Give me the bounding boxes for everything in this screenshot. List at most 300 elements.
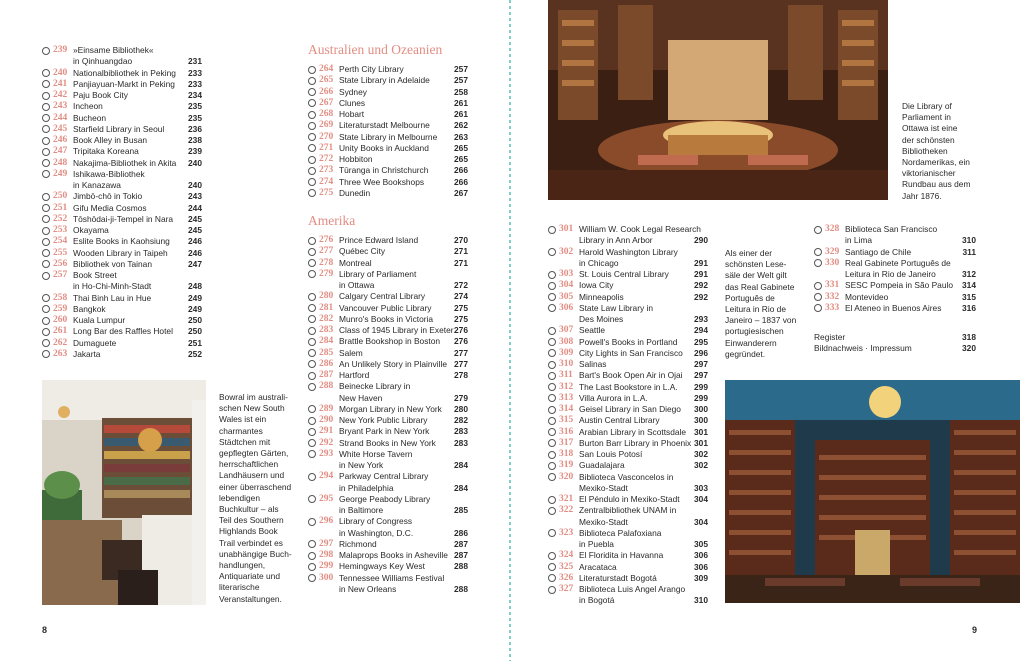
caption-line: Jahr 1876. xyxy=(902,190,942,201)
entry-number: 242 xyxy=(53,90,68,100)
caption-line: Veranstaltungen. xyxy=(219,593,282,604)
checkbox-circle-icon[interactable] xyxy=(42,193,50,201)
entry-number: 271 xyxy=(319,142,334,153)
toc-entry[interactable] xyxy=(42,236,202,247)
section-title-america: Amerika xyxy=(308,213,356,228)
toc-entry[interactable] xyxy=(42,191,202,202)
entry-title-line: Vancouver Public Library xyxy=(339,302,432,313)
toc-entry[interactable] xyxy=(548,438,708,449)
register-entry[interactable]: Register 318 xyxy=(814,332,976,342)
toc-entry[interactable] xyxy=(42,248,202,259)
checkbox-circle-icon[interactable] xyxy=(308,360,316,368)
entry-page-number: 236 xyxy=(188,123,202,134)
checkbox-circle-icon[interactable] xyxy=(548,226,556,234)
entry-title-line: Villa Aurora in L.A. xyxy=(579,392,648,403)
entry-page-number: 277 xyxy=(454,347,468,358)
toc-entry[interactable] xyxy=(308,539,468,550)
toc-entry[interactable] xyxy=(814,247,976,258)
entry-number: 270 xyxy=(319,131,334,142)
toc-entry[interactable] xyxy=(308,348,468,359)
checkbox-circle-icon[interactable] xyxy=(308,473,316,481)
entry-title-line: Thai Binh Lau in Hue xyxy=(73,292,152,303)
toc-entry[interactable] xyxy=(308,120,468,131)
caption-line: gepflegten Gärten, xyxy=(219,448,289,459)
toc-entry[interactable] xyxy=(42,259,202,270)
toc-entry[interactable] xyxy=(548,427,708,438)
toc-entry[interactable] xyxy=(308,258,468,269)
entry-title-line: Hobart xyxy=(339,109,365,119)
toc-entry[interactable] xyxy=(42,135,202,146)
entry-title-line: Brattle Bookshop in Boston xyxy=(339,336,441,347)
entry-page-number: 310 xyxy=(962,235,976,246)
entry-page-number: 282 xyxy=(454,415,468,425)
entry-title-line: Iowa City xyxy=(579,280,614,291)
toc-entry[interactable] xyxy=(42,146,202,157)
toc-entry[interactable] xyxy=(548,303,708,326)
toc-entry[interactable] xyxy=(308,154,468,165)
entry-number: 272 xyxy=(319,154,334,164)
toc-entry[interactable] xyxy=(308,550,468,561)
checkbox-circle-icon[interactable] xyxy=(814,282,822,290)
entry-title-line: in Qinhuangdao xyxy=(73,56,133,67)
toc-entry[interactable] xyxy=(308,165,468,176)
entry-title-line: Richmond xyxy=(339,538,377,549)
toc-entry[interactable] xyxy=(42,101,202,112)
entry-number: 327 xyxy=(559,584,574,594)
toc-entry[interactable] xyxy=(548,359,708,370)
entry-page-number: 275 xyxy=(454,313,468,324)
entry-number: 274 xyxy=(319,176,334,187)
toc-entry[interactable] xyxy=(42,225,202,236)
entry-number: 306 xyxy=(559,302,574,313)
toc-entry[interactable] xyxy=(308,573,468,596)
toc-entry[interactable] xyxy=(308,415,468,426)
entry-title-line: San Louis Potosí xyxy=(579,449,643,459)
checkbox-circle-icon[interactable] xyxy=(548,462,556,470)
checkbox-circle-icon[interactable] xyxy=(42,238,50,246)
toc-entry[interactable] xyxy=(308,235,468,246)
toc-entry[interactable] xyxy=(308,561,468,572)
checkbox-circle-icon[interactable] xyxy=(308,144,316,152)
checkbox-circle-icon[interactable] xyxy=(548,586,556,594)
checkbox-circle-icon[interactable] xyxy=(308,189,316,197)
credits-entry[interactable]: Bildnachweis · Impressum 320 xyxy=(814,343,976,354)
checkbox-circle-icon[interactable] xyxy=(308,259,316,267)
toc-entry[interactable] xyxy=(308,325,468,336)
checkbox-circle-icon[interactable] xyxy=(42,249,50,257)
toc-entry[interactable] xyxy=(548,269,708,280)
entry-number: 295 xyxy=(319,493,334,504)
checkbox-circle-icon[interactable] xyxy=(308,66,316,74)
entry-page-number: 266 xyxy=(454,165,468,176)
toc-entry[interactable] xyxy=(42,326,202,337)
entry-title-line: George Peabody Library xyxy=(339,493,431,504)
checkbox-circle-icon[interactable] xyxy=(42,260,50,268)
checkbox-circle-icon[interactable] xyxy=(308,293,316,301)
toc-entry[interactable] xyxy=(308,143,468,154)
checkbox-circle-icon[interactable] xyxy=(308,237,316,245)
entry-number: 315 xyxy=(559,415,574,426)
entry-page-number: 306 xyxy=(694,561,708,572)
checkbox-circle-icon[interactable] xyxy=(308,133,316,141)
checkbox-circle-icon[interactable] xyxy=(308,178,316,186)
checkbox-circle-icon[interactable] xyxy=(42,125,50,133)
toc-entry[interactable] xyxy=(308,314,468,325)
toc-entry[interactable] xyxy=(42,158,202,169)
checkbox-circle-icon[interactable] xyxy=(308,248,316,256)
entry-page-number: 294 xyxy=(694,325,708,336)
checkbox-circle-icon[interactable] xyxy=(42,204,50,212)
caption-line: portugiesischen xyxy=(725,326,784,337)
entry-page-number: 250 xyxy=(188,326,202,337)
entry-title-line: Dumaguete xyxy=(73,337,117,348)
entry-page-number: 288 xyxy=(454,583,468,594)
right-page xyxy=(511,0,1020,661)
toc-entry[interactable] xyxy=(548,325,708,336)
toc-entry[interactable] xyxy=(814,224,976,247)
entry-title-line: Bryant Park in New York xyxy=(339,426,430,437)
checkbox-circle-icon[interactable] xyxy=(308,111,316,119)
entry-page-number: 306 xyxy=(694,550,708,561)
checkbox-circle-icon[interactable] xyxy=(308,99,316,107)
toc-entry[interactable] xyxy=(548,247,708,270)
entry-number: 291 xyxy=(319,426,334,437)
entry-page-number: 274 xyxy=(454,291,468,302)
checkbox-circle-icon[interactable] xyxy=(548,327,556,335)
entry-number: 283 xyxy=(319,325,334,335)
checkbox-circle-icon[interactable] xyxy=(548,417,556,425)
toc-entry[interactable] xyxy=(42,270,202,293)
toc-entry[interactable] xyxy=(548,370,708,381)
entry-page-number: 258 xyxy=(454,86,468,97)
checkbox-circle-icon[interactable] xyxy=(308,349,316,357)
entry-number: 331 xyxy=(825,280,840,291)
toc-entry[interactable] xyxy=(308,426,468,437)
entry-number: 329 xyxy=(825,246,840,257)
entry-title-line: Unity Books in Auckland xyxy=(339,142,429,153)
toc-entry[interactable] xyxy=(308,404,468,415)
checkbox-circle-icon[interactable] xyxy=(548,406,556,414)
entry-page-number: 288 xyxy=(454,561,468,572)
entry-page-number: 311 xyxy=(962,246,976,257)
caption-line: säle der Welt gilt xyxy=(725,270,787,281)
checkbox-circle-icon[interactable] xyxy=(814,248,822,256)
entry-page-number: 297 xyxy=(694,359,708,369)
caption-line: gegründet. xyxy=(725,348,766,359)
entry-title-line: St. Louis Central Library xyxy=(579,269,669,279)
checkbox-circle-icon[interactable] xyxy=(548,383,556,391)
checkbox-circle-icon[interactable] xyxy=(308,439,316,447)
entry-number: 308 xyxy=(559,336,574,347)
toc-entry[interactable] xyxy=(42,304,202,315)
checkbox-circle-icon[interactable] xyxy=(548,271,556,279)
toc-entry[interactable] xyxy=(42,124,202,135)
checkbox-circle-icon[interactable] xyxy=(308,417,316,425)
caption-line: Buchkultur – als xyxy=(219,504,279,515)
entry-title-line: Burton Barr Library in Phoenix xyxy=(579,437,692,448)
entry-page-number: 299 xyxy=(694,392,708,403)
toc-entry[interactable] xyxy=(548,404,708,415)
checkbox-circle-icon[interactable] xyxy=(42,305,50,313)
toc-entry[interactable] xyxy=(548,449,708,460)
checkbox-circle-icon[interactable] xyxy=(548,394,556,402)
checkbox-circle-icon[interactable] xyxy=(308,552,316,560)
toc-entry[interactable] xyxy=(42,79,202,90)
toc-entry[interactable] xyxy=(308,109,468,120)
entry-page-number: 292 xyxy=(694,280,708,291)
toc-entry[interactable] xyxy=(308,471,468,494)
caption-line: Als einer der xyxy=(725,248,773,258)
checkbox-circle-icon[interactable] xyxy=(42,350,50,358)
toc-entry[interactable] xyxy=(42,349,202,360)
toc-entry[interactable] xyxy=(308,87,468,98)
toc-entry[interactable] xyxy=(308,64,468,75)
entry-number: 298 xyxy=(319,550,334,560)
entry-number: 294 xyxy=(319,471,334,482)
toc-entry[interactable] xyxy=(42,293,202,304)
checkbox-circle-icon[interactable] xyxy=(308,495,316,503)
toc-entry[interactable] xyxy=(814,292,976,303)
entry-title-line: Santiago de Chile xyxy=(845,246,912,257)
toc-entry[interactable] xyxy=(814,258,976,281)
checkbox-circle-icon[interactable] xyxy=(308,338,316,346)
toc-entry[interactable] xyxy=(548,348,708,359)
toc-entry[interactable] xyxy=(548,382,708,393)
toc-entry[interactable] xyxy=(548,472,708,495)
toc-entry[interactable] xyxy=(548,292,708,303)
toc-entry[interactable] xyxy=(548,337,708,348)
toc-entry[interactable] xyxy=(308,269,468,292)
checkbox-circle-icon[interactable] xyxy=(308,574,316,582)
checkbox-circle-icon[interactable] xyxy=(42,339,50,347)
toc-entry[interactable] xyxy=(814,303,976,314)
entry-page-number: 263 xyxy=(454,131,468,142)
toc-entry[interactable] xyxy=(308,336,468,347)
entry-title-line: Bangkok xyxy=(73,303,106,314)
entry-number: 302 xyxy=(559,246,574,257)
entry-page-number: 276 xyxy=(454,325,468,335)
entry-number: 278 xyxy=(319,257,334,268)
checkbox-circle-icon[interactable] xyxy=(308,383,316,391)
checkbox-circle-icon[interactable] xyxy=(548,473,556,481)
toc-entry[interactable] xyxy=(308,449,468,472)
entry-title-line: in Chicago xyxy=(579,257,619,268)
entry-number: 325 xyxy=(559,561,574,572)
toc-entry[interactable] xyxy=(548,505,708,528)
checkbox-circle-icon[interactable] xyxy=(42,114,50,122)
checkbox-circle-icon[interactable] xyxy=(814,259,822,267)
entry-number: 324 xyxy=(559,550,574,561)
checkbox-circle-icon[interactable] xyxy=(42,317,50,325)
checkbox-circle-icon[interactable] xyxy=(548,428,556,436)
toc-entry[interactable] xyxy=(548,550,708,561)
toc-entry[interactable] xyxy=(308,291,468,302)
checkbox-circle-icon[interactable] xyxy=(42,148,50,156)
entry-page-number: 300 xyxy=(694,415,708,426)
toc-entry[interactable] xyxy=(548,224,708,247)
entry-title-line: Québec City xyxy=(339,246,386,257)
checkbox-circle-icon[interactable] xyxy=(42,215,50,223)
checkbox-circle-icon[interactable] xyxy=(42,137,50,145)
toc-entry[interactable] xyxy=(308,177,468,188)
checkbox-circle-icon[interactable] xyxy=(548,361,556,369)
entry-page-number: 316 xyxy=(962,302,976,313)
checkbox-circle-icon[interactable] xyxy=(308,156,316,164)
toc-entry[interactable] xyxy=(548,562,708,573)
toc-entry[interactable] xyxy=(308,75,468,86)
checkbox-circle-icon[interactable] xyxy=(548,574,556,582)
toc-entry[interactable] xyxy=(308,303,468,314)
toc-entry[interactable] xyxy=(308,516,468,539)
caption-line: Wales ist ein xyxy=(219,414,267,425)
entry-number: 333 xyxy=(825,302,840,313)
toc-column-australia-america xyxy=(308,42,468,595)
entry-number: 320 xyxy=(559,471,574,482)
entry-page-number: 266 xyxy=(454,176,468,187)
checkbox-circle-icon[interactable] xyxy=(548,293,556,301)
checkbox-circle-icon[interactable] xyxy=(42,159,50,167)
toc-entry[interactable] xyxy=(308,188,468,199)
checkbox-circle-icon[interactable] xyxy=(42,80,50,88)
checkbox-circle-icon[interactable] xyxy=(42,227,50,235)
entry-title-line: Jakarta xyxy=(73,348,101,359)
checkbox-circle-icon[interactable] xyxy=(308,450,316,458)
checkbox-circle-icon[interactable] xyxy=(814,304,822,312)
toc-entry[interactable] xyxy=(42,113,202,124)
entry-title-line: Biblioteca Vasconcelos in xyxy=(579,471,674,482)
toc-entry[interactable] xyxy=(42,45,202,68)
toc-entry[interactable] xyxy=(42,214,202,225)
toc-entry[interactable] xyxy=(814,280,976,291)
caption-line: einer überraschend xyxy=(219,481,292,492)
toc-entry[interactable] xyxy=(308,132,468,143)
toc-entry[interactable] xyxy=(548,584,708,607)
toc-entry[interactable] xyxy=(42,338,202,349)
entry-title-line: Des Moines xyxy=(579,314,624,324)
checkbox-circle-icon[interactable] xyxy=(548,552,556,560)
entry-number: 289 xyxy=(319,403,334,414)
toc-entry[interactable] xyxy=(308,246,468,257)
entry-title-line: Salem xyxy=(339,347,363,358)
checkbox-circle-icon[interactable] xyxy=(548,372,556,380)
entry-title-line: Hartford xyxy=(339,370,370,380)
checkbox-circle-icon[interactable] xyxy=(548,338,556,346)
entry-number: 309 xyxy=(559,347,574,358)
toc-entry[interactable] xyxy=(548,494,708,505)
checkbox-circle-icon[interactable] xyxy=(548,282,556,290)
toc-entry[interactable] xyxy=(42,203,202,214)
toc-entry[interactable] xyxy=(548,393,708,404)
entry-title-line: Biblioteca Luis Angel Arango xyxy=(579,584,686,594)
checkbox-circle-icon[interactable] xyxy=(548,451,556,459)
checkbox-circle-icon[interactable] xyxy=(308,167,316,175)
entry-title-line: Strand Books in New York xyxy=(339,437,436,448)
entry-title-line: Calgary Central Library xyxy=(339,291,426,302)
checkbox-circle-icon[interactable] xyxy=(308,540,316,548)
checkbox-circle-icon[interactable] xyxy=(308,428,316,436)
checkbox-circle-icon[interactable] xyxy=(308,77,316,85)
entry-title-line: Clunes xyxy=(339,97,366,108)
toc-entry[interactable] xyxy=(308,494,468,517)
caption-line: Parliament in xyxy=(902,112,951,123)
caption-line: das Real Gabinete xyxy=(725,281,795,292)
checkbox-circle-icon[interactable] xyxy=(42,294,50,302)
entry-number: 247 xyxy=(53,146,68,157)
checkbox-circle-icon[interactable] xyxy=(308,563,316,571)
checkbox-circle-icon[interactable] xyxy=(548,496,556,504)
toc-entry[interactable] xyxy=(42,315,202,326)
checkbox-circle-icon[interactable] xyxy=(548,507,556,515)
entry-number: 316 xyxy=(559,426,574,437)
entry-title-line: El Floridita in Havanna xyxy=(579,550,664,561)
checkbox-circle-icon[interactable] xyxy=(548,563,556,571)
toc-entry[interactable] xyxy=(42,169,202,192)
checkbox-circle-icon[interactable] xyxy=(548,439,556,447)
entry-page-number: 235 xyxy=(188,101,202,112)
entry-title-line: Morgan Library in New York xyxy=(339,403,442,414)
toc-entry[interactable] xyxy=(308,98,468,109)
checkbox-circle-icon[interactable] xyxy=(814,226,822,234)
toc-entry[interactable] xyxy=(548,460,708,471)
toc-entry[interactable] xyxy=(42,90,202,101)
entry-title-line: Kuala Lumpur xyxy=(73,315,126,325)
checkbox-circle-icon[interactable] xyxy=(548,349,556,357)
checkbox-circle-icon[interactable] xyxy=(548,529,556,537)
toc-entry[interactable] xyxy=(548,573,708,584)
checkbox-circle-icon[interactable] xyxy=(42,92,50,100)
checkbox-circle-icon[interactable] xyxy=(308,270,316,278)
caption-line: Trail verbindet es xyxy=(219,537,283,548)
checkbox-circle-icon[interactable] xyxy=(308,88,316,96)
toc-entry[interactable] xyxy=(548,528,708,551)
entry-title-line: Hemingways Key West xyxy=(339,561,425,572)
checkbox-circle-icon[interactable] xyxy=(308,304,316,312)
entry-number: 281 xyxy=(319,302,334,313)
toc-entry[interactable] xyxy=(308,438,468,449)
toc-entry[interactable] xyxy=(548,415,708,426)
entry-page-number: 291 xyxy=(694,257,708,268)
entry-number: 296 xyxy=(319,516,334,527)
entry-number: 246 xyxy=(53,135,68,145)
entry-number: 264 xyxy=(319,64,334,74)
checkbox-circle-icon[interactable] xyxy=(548,248,556,256)
entry-number: 287 xyxy=(319,370,334,380)
toc-entry[interactable] xyxy=(548,280,708,291)
checkbox-circle-icon[interactable] xyxy=(42,272,50,280)
checkbox-circle-icon[interactable] xyxy=(42,103,50,111)
checkbox-circle-icon[interactable] xyxy=(548,304,556,312)
toc-entry[interactable] xyxy=(42,68,202,79)
toc-entry[interactable] xyxy=(308,359,468,370)
checkbox-circle-icon[interactable] xyxy=(42,170,50,178)
checkbox-circle-icon[interactable] xyxy=(42,69,50,77)
entry-number: 253 xyxy=(53,225,68,235)
toc-entry[interactable] xyxy=(308,370,468,381)
entry-title-line: Harold Washington Library xyxy=(579,246,678,257)
checkbox-circle-icon[interactable] xyxy=(42,47,50,55)
checkbox-circle-icon[interactable] xyxy=(308,372,316,380)
checkbox-circle-icon[interactable] xyxy=(308,315,316,323)
checkbox-circle-icon[interactable] xyxy=(308,327,316,335)
entry-page-number: 252 xyxy=(188,348,202,359)
checkbox-circle-icon[interactable] xyxy=(42,328,50,336)
toc-entry[interactable] xyxy=(308,381,468,404)
checkbox-circle-icon[interactable] xyxy=(308,405,316,413)
entry-title-line: Powell's Books in Portland xyxy=(579,336,678,347)
checkbox-circle-icon[interactable] xyxy=(308,518,316,526)
checkbox-circle-icon[interactable] xyxy=(308,122,316,130)
checkbox-circle-icon[interactable] xyxy=(814,293,822,301)
